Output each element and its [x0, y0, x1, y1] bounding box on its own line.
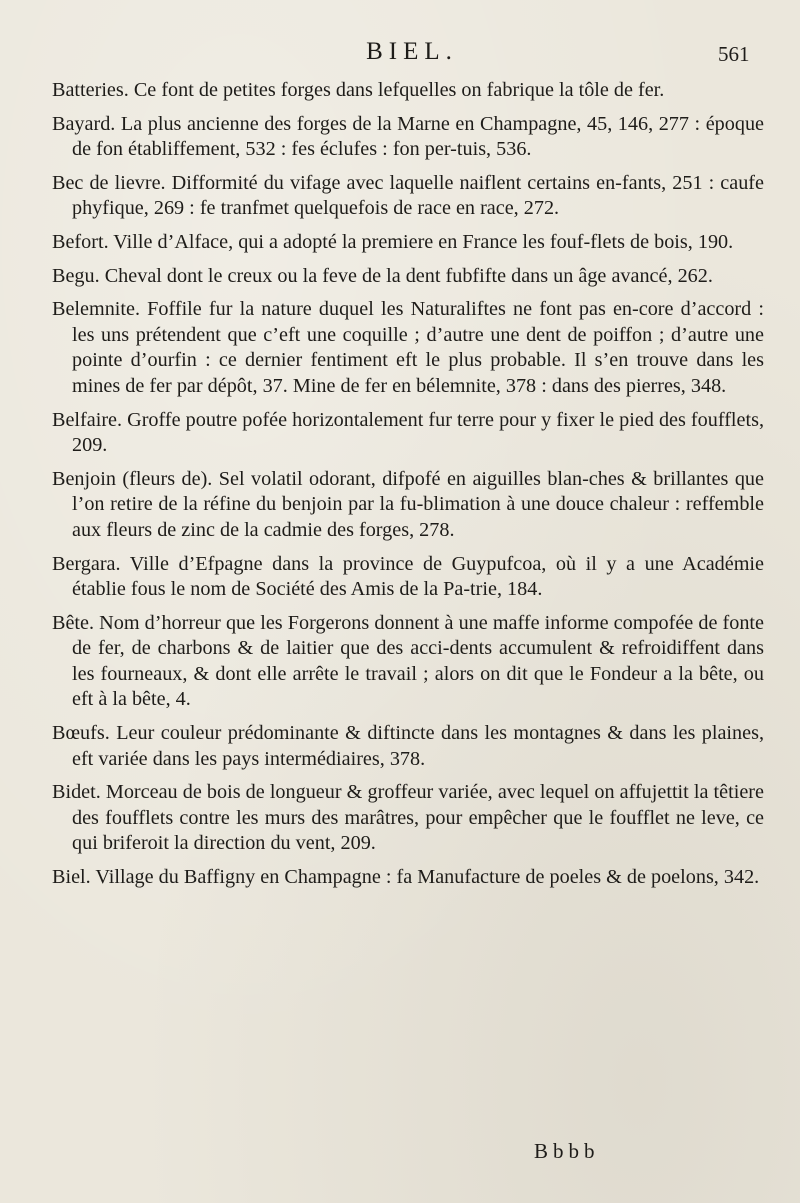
index-entry-begu: Begu. Cheval dont le creux ou la feve de la dent fubfifte dans un âge avancé, 262.	[52, 264, 713, 287]
index-entry-biel: Biel. Village du Baffigny en Champagne : fa Manufacture de poeles & de poelons, 342.	[52, 866, 760, 889]
page-number: 561	[718, 42, 750, 66]
index-entry-bec-de-lievre: Bec de lievre. Difformité du vifage avec laquelle naiflent certains en-fants, 251 : caufe phyfique, 269 : fe tranfmet quelquefois de race en race, 272.	[52, 171, 764, 220]
index-entry-bidet: Bidet. Morceau de bois de longueur & groffeur variée, avec lequel on affujettit la têtiere des foufflets contre les murs des marâtres, pour empêcher que le foufflet ne leve, ce qui briferoit la direction du vent, 209.	[52, 781, 764, 855]
index-entry-batteries: Batteries. Ce font de petites forges dans lefquelles on fabrique la tôle de fer.	[52, 79, 665, 101]
index-entry-benjoin: Benjoin (fleurs de). Sel volatil odorant, difpofé en aiguilles blan-ches & brillantes que l’on retire de la réfine du benjoin par la fu-blimation à une douce chaleur : reffemble aux fleurs de zinc de la cadmie des forges, 278.	[52, 467, 764, 541]
index-entry-bayard: Bayard. La plus ancienne des forges de la Marne en Champagne, 45, 146, 277 : époque de fon établiffement, 532 : fes éclufes : fon per-tuis, 536.	[52, 112, 764, 161]
running-title: BIEL.	[366, 38, 458, 65]
index-entries	[52, 78, 764, 899]
index-entry-befort: Befort. Ville d’Alface, qui a adopté la premiere en France les fouf-flets de bois, 190.	[52, 230, 734, 253]
index-entry-bete: Bête. Nom d’horreur que les Forgerons donnent à une maffe informe compofée de fonte de fer, de charbons & de laitier que des acci-dents accumulent & refroidiffent dans les fourneaux, & dont elle arrête le travail ; alors on dit que le Fondeur a la bête, ou eft à la bête, 4.	[52, 611, 764, 711]
index-entry-bergara: Bergara. Ville d’Efpagne dans la province de Guypufcoa, où il y a une Académie établie fous le nom de Société des Amis de la Pa-trie, 184.	[52, 552, 764, 601]
signature-mark: Bbbb	[534, 1139, 600, 1163]
index-entry-boeufs: Bœufs. Leur couleur prédominante & diftincte dans les montagnes & dans les plaines, eft variée dans les pays intermédiaires, 378.	[52, 722, 764, 770]
index-entry-belfaire: Belfaire. Groffe poutre pofée horizontalement fur terre pour y fixer le pied des foufflets, 209.	[52, 408, 764, 457]
page-header	[0, 38, 800, 72]
index-entry-belemnite: Belemnite. Foffile fur la nature duquel les Naturaliftes ne font pas en-core d’accord : les uns prétendent que c’eft une coquille ; d’autre une dent de poiffon ; d’autre une pointe d’ourfin : ce dernier fentiment eft le plus probable. Il s’en trouve dans les mines de fer par dépôt, 37. Mine de fer en bélemnite, 378 : dans des pierres, 348.	[52, 298, 764, 397]
